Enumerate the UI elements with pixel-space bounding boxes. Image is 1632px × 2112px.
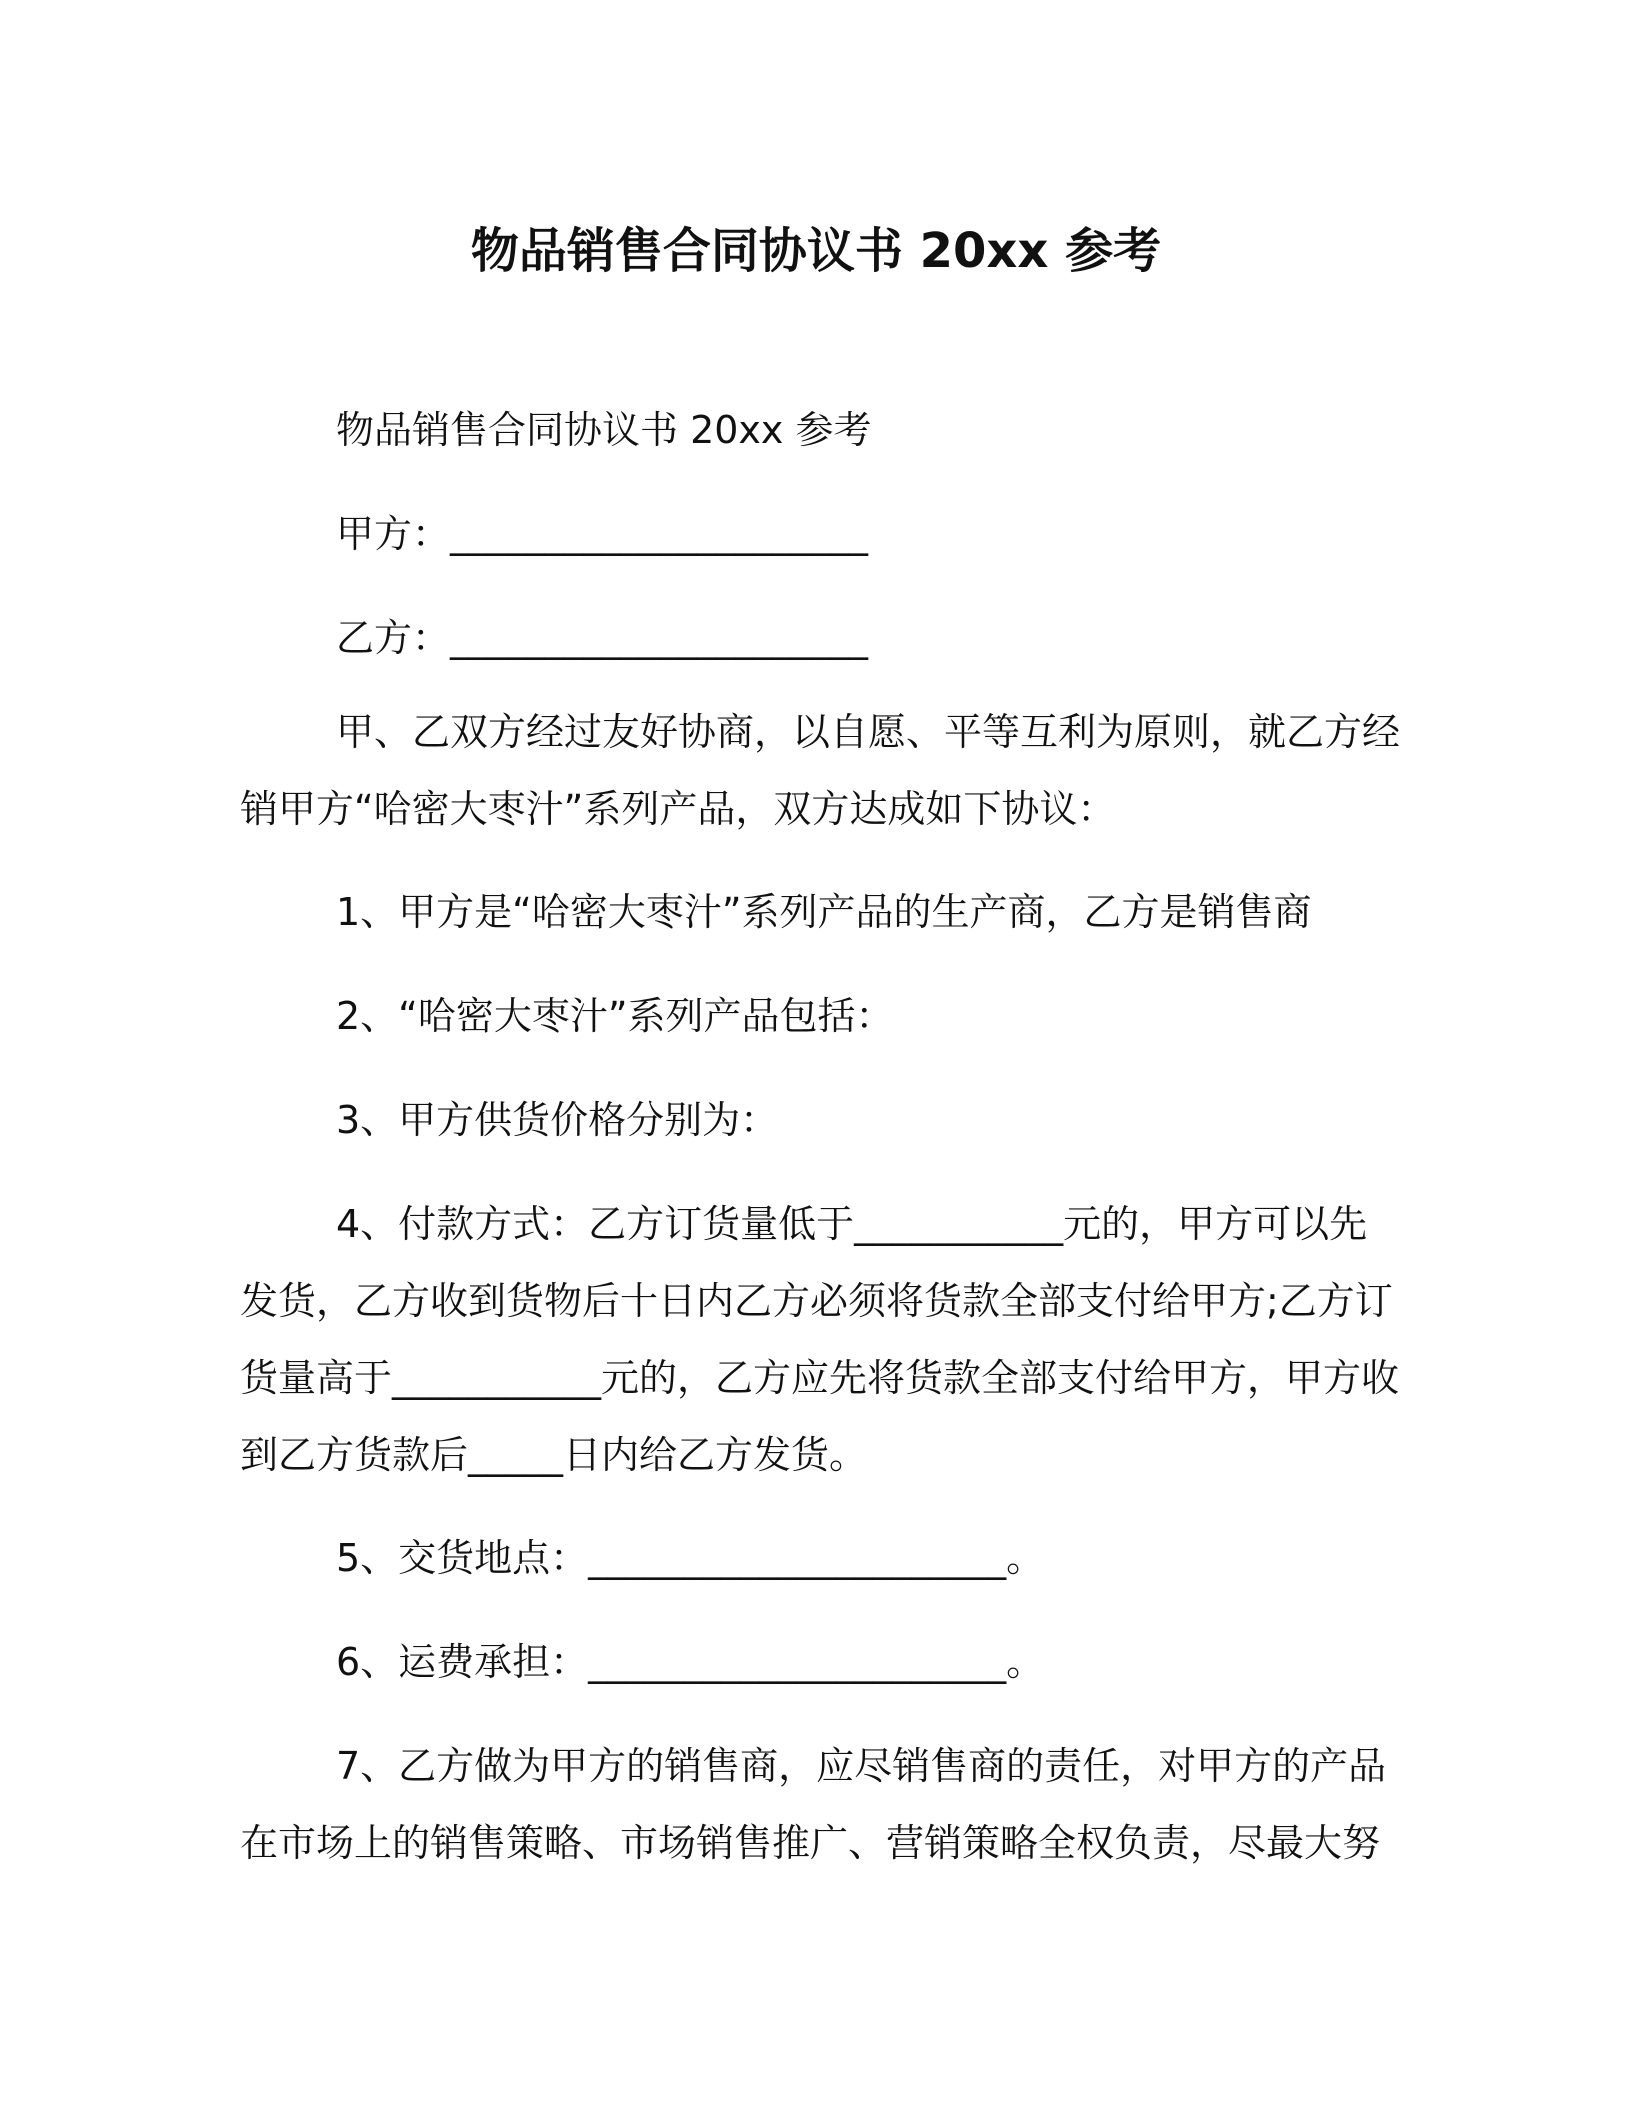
paragraph-preamble: 甲、乙双方经过友好协商，以自愿、平等互利为原则，就乙方经销甲方“哈密大枣汁”系列产品，双方达成如下协议：	[240, 710, 1401, 831]
paragraph-subtitle: 物品销售合同协议书 20xx 参考	[336, 408, 872, 452]
paragraph-party-b: 乙方：______________________	[336, 616, 869, 660]
paragraph-clause-7: 7、乙方做为甲方的销售商，应尽销售商的责任，对甲方的产品在市场上的销售策略、市场销售推广、营销策略全权负责，尽最大努	[240, 1744, 1387, 1865]
paragraph-clause-1: 1、甲方是“哈密大枣汁”系列产品的生产商，乙方是销售商	[336, 890, 1312, 934]
document-title: 物品销售合同协议书 20xx 参考	[470, 223, 1162, 279]
paragraph-clause-4: 4、付款方式：乙方订货量低于___________元的，甲方可以先发货，乙方收到货物后十日内乙方必须将货款全部支付给甲方;乙方订货量高于___________元的，乙方应先将货款全部支付给甲方，甲方收到乙方货款后_____日内给乙方发货。	[240, 1202, 1400, 1477]
paragraph-party-a: 甲方：______________________	[336, 512, 869, 556]
paragraph-clause-6: 6、运费承担：______________________。	[336, 1640, 1045, 1684]
paragraph-clause-5: 5、交货地点：______________________。	[336, 1536, 1045, 1580]
paragraph-clause-3: 3、甲方供货价格分别为：	[336, 1098, 779, 1142]
paragraph-clause-2: 2、“哈密大枣汁”系列产品包括：	[336, 994, 894, 1038]
